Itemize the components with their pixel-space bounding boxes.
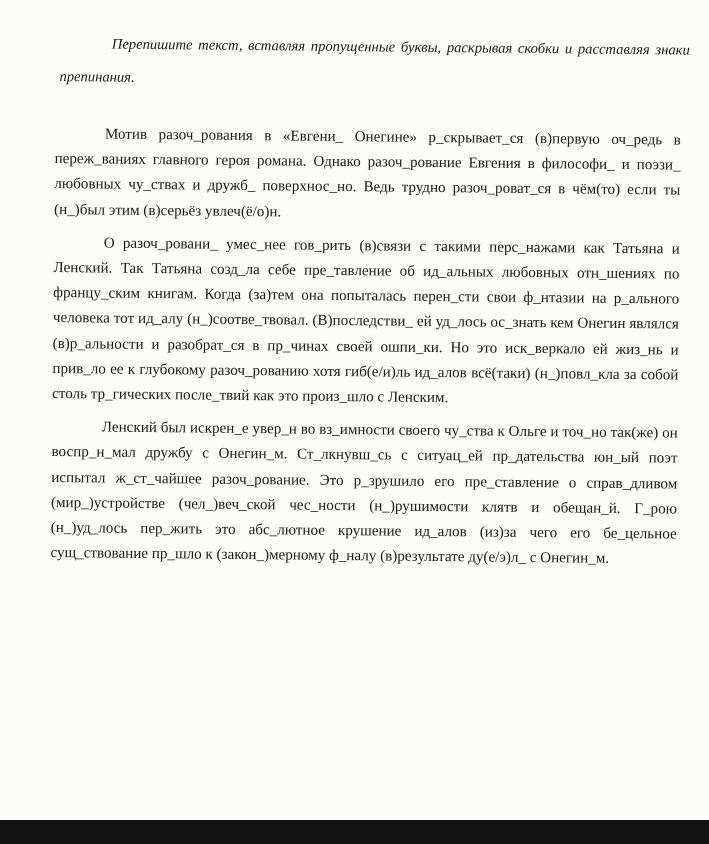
paragraph-3: Ленский был искрен_е увер_н во вз_имности своего чу_ства к Ольге и точ_но так(же) он воспр_н_мал дружбу с Онегин_м. Ст_лкнувш_сь с ситуац_ей пр_дательства юн_ый поэт испытал ж_ст_чайшее разоч_рование. Это р_зрушило его пре_ставление о справ_дливом (мир_)устройстве (чел_)веч_ской чес_ности (н_)рушимости клятв и обещан_й. Г_рою (н_)уд_лось пер_жить это абс_лютное крушение ид_алов (из)за чего его бе_цельное сущ_ствование пр_шло к (закон_)мерному ф_налу (в)результате ду(е/э)л_ с Онегин_м.: [50, 419, 678, 568]
paragraph-1: Мотив разоч_рования в «Евгени_ Онегине» р_скрывает_ся (в)первую оч_редь в переж_ваниях главного героя романа. Однако разоч_рование Евгения в философи_ и поэзи_ любовных чу_ствах и дружб_ поверхнос_но. Ведь трудно разоч_роват_ся в чём(то) если ты (н_)был этим (в)серьёз увлеч(ё/о)н.: [53, 126, 681, 220]
exercise-text: [50, 122, 681, 581]
paragraph-2: О разоч_ровани_ умес_нее гов_рить (в)связи с такими перс_нажами как Татьяна и Ленский. Так Татьяна созд_ла себе пре_тавление об ид_альных любовных отн_шениях по францу_ским книгам. Когда (за)тем она попыталась перен_сти свои ф_нтазии на р_ального человека тот ид_алу (н_)соотве_твовал. (В)последстви_ ей уд_лось ос_знать кем Онегин являлся (в)р_альности и разобрат_ся в пр_чинах своей ошпи_ки. Но это иск_веркало ей жиз_нь и прив_ло ее к глубокому разоч_рованию хотя гиб(е/и)ль ид_алов всё(таки) (н_)повл_кла за собой столь тр_гических после_твий как это произ_шло с Ленским.: [52, 235, 680, 407]
exercise-instruction: Перепишите текст, вставляя пропущенные буквы, раскрывая скобки и расставляя знаки препинания.: [59, 36, 690, 86]
bottom-edge-bar: [0, 820, 709, 844]
